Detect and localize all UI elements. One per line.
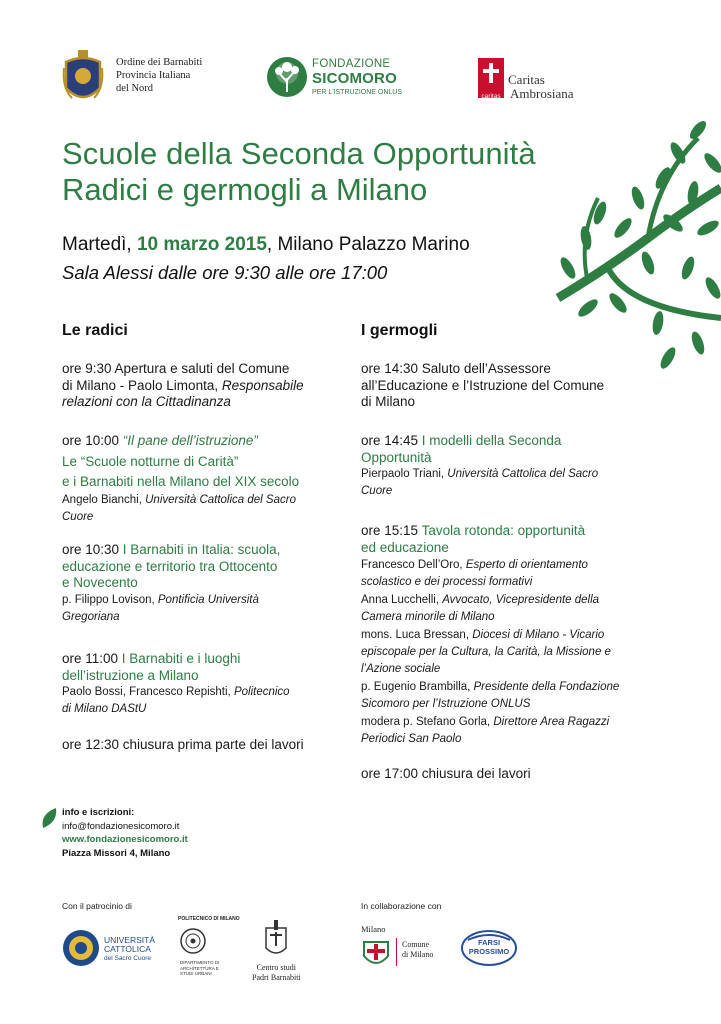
item-time: ore 10:00 [62, 433, 123, 448]
polimi-seal-icon [180, 928, 206, 954]
speaker-line [361, 466, 651, 483]
page-title-line-2: Radici e germogli a Milano [62, 172, 428, 207]
event-room-time: Sala Alessi dalle ore 9:30 alle ore 17:00 [62, 262, 388, 283]
sicomoro-line-3: PER L'ISTRUZIONE ONLUS [312, 89, 403, 96]
speaker-line [361, 592, 661, 609]
comune-line-2: di Milano [402, 950, 434, 959]
item-title: I Barnabiti in Italia: scuola, [122, 542, 281, 557]
left-item-4 [62, 651, 347, 718]
speaker-name: Pierpaolo Triani, [361, 468, 448, 480]
page-title-line-1: Scuole della Seconda Opportunità [62, 136, 536, 171]
polimi-dept-line: STUDI URBANI [180, 971, 212, 976]
speaker-name: p. Eugenio Brambilla, [361, 681, 474, 693]
barnabiti-line-2: Provincia Italiana [116, 70, 191, 81]
right-item-1 [361, 361, 651, 411]
left-item-closing: ore 12:30 chiusura prima parte dei lavori [62, 737, 304, 752]
item-title: dell’istruzione a Milano [62, 667, 199, 683]
caritas-badge [478, 58, 504, 98]
item-title: “Il pane dell’istruzione” [122, 433, 258, 448]
item-line [361, 433, 651, 450]
speaker-line [361, 627, 661, 644]
caritas-line-1: Caritas [508, 72, 545, 87]
sicomoro-tree-logo-icon [266, 56, 308, 98]
speaker-role: Cuore [361, 485, 393, 497]
sicomoro-line-2: SICOMORO [312, 70, 397, 87]
centro-studi-name [252, 963, 301, 983]
speaker-role: Università Cattolica del Sacro [145, 493, 296, 506]
item-title: Opportunità [361, 449, 432, 465]
speaker-role: Esperto di orientamento [465, 559, 588, 571]
speaker-line [62, 592, 347, 609]
barnabiti-crest-icon [62, 48, 104, 108]
farsi-line-2: PROSSIMO [468, 946, 510, 956]
speaker-role: Diocesi di Milano - Vicario [472, 629, 605, 641]
right-item-closing: ore 17:00 chiusura dei lavori [361, 766, 531, 781]
leaf-icon [40, 806, 58, 830]
item-title: educazione e territorio tra Ottocento [62, 558, 278, 574]
speaker-role: scolastico e dei processi formativi [361, 576, 533, 588]
left-item-2 [62, 433, 347, 526]
caritas-badge-label: caritas [481, 93, 501, 100]
item-line [62, 651, 347, 668]
speaker-role: Sicomoro per l’Istruzione ONLUS [361, 698, 531, 710]
event-place: , Milano Palazzo Marino [266, 234, 470, 255]
milano-coat-of-arms-icon [362, 938, 390, 970]
barnabiti-line-3: del Nord [116, 83, 154, 94]
item-time: ore 11:00 [62, 651, 122, 666]
centro-line-1: Centro studi [256, 963, 296, 972]
panelist-4 [361, 679, 661, 713]
farsi-line-1: FARSI [477, 938, 501, 947]
speaker-name: mons. Luca Bressan, [361, 629, 473, 641]
event-day: Martedì, [62, 234, 137, 255]
speaker-role: Avvocato, Vicepresidente della [442, 594, 600, 606]
comune-name [402, 940, 433, 960]
collaborazione-label: In collaborazione con [361, 901, 442, 911]
item-role: relazioni con la Cittadinanza [62, 394, 231, 409]
barnabiti-line-1: Ordine dei Barnabiti [116, 57, 203, 68]
item-title: ed educazione [361, 539, 449, 555]
speaker-role: Direttore Area Ragazzi [493, 716, 610, 728]
tree-branch-icon [548, 118, 721, 378]
sicomoro-line-1: FONDAZIONE [312, 58, 391, 70]
unicatt-line-3: del Sacro Cuore [104, 955, 151, 962]
item-line [361, 523, 651, 540]
left-column-heading: Le radici [62, 322, 128, 339]
event-date: 10 marzo 2015 [136, 234, 267, 255]
speaker-line [62, 492, 347, 509]
item-line: di Milano [361, 394, 416, 409]
panelist-2 [361, 592, 661, 626]
speaker-role: Camera minorile di Milano [361, 611, 495, 623]
item-line [62, 542, 347, 559]
item-line: all’Educazione e l’Istruzione del Comune [361, 377, 605, 393]
item-title: Le “Scuole notturne di Carità” [62, 453, 239, 469]
item-title: I Barnabiti e i luoghi [121, 651, 241, 666]
right-item-3 [361, 523, 651, 556]
polimi-label: POLITECNICO DI MILANO [178, 916, 240, 922]
info-email[interactable]: info@fondazionesicomoro.it [62, 820, 180, 832]
right-item-2 [361, 433, 651, 500]
speaker-role: Università Cattolica del Sacro [447, 468, 599, 480]
milano-label: Milano [361, 924, 386, 934]
item-line [62, 433, 347, 450]
caritas-line-2: Ambrosiana [510, 86, 574, 101]
item-line: ore 14:30 Saluto dell’Assessore [361, 361, 551, 376]
farsi-prossimo-name [468, 939, 510, 956]
speaker-role: episcopale per la Cultura, la Carità, la Missione e [361, 646, 611, 658]
speaker-name: modera p. Stefano Gorla, [361, 716, 494, 728]
right-column-heading: I germogli [361, 322, 438, 339]
speaker-name: Anna Lucchelli, [361, 594, 443, 606]
item-title: Tavola rotonda: opportunità [421, 523, 586, 538]
polimi-dept-line: DIPARTIMENTO DI [180, 960, 220, 965]
item-time: ore 10:30 [62, 542, 123, 557]
speaker-line [361, 714, 661, 731]
left-item-1 [62, 361, 347, 411]
moderator [361, 714, 661, 748]
speaker-role: Presidente della Fondazione [473, 681, 620, 693]
speaker-role: Cuore [62, 510, 94, 523]
caritas-flame-cross-icon [478, 58, 504, 88]
left-item-3 [62, 542, 347, 626]
centro-line-2: Padri Barnabiti [252, 973, 301, 982]
event-date-line [62, 234, 470, 256]
item-line: ore 9:30 Apertura e saluti del Comune [62, 361, 290, 376]
item-title: e Novecento [62, 575, 138, 590]
item-time: ore 14:45 [361, 433, 422, 448]
speaker-line [62, 684, 347, 701]
unicatt-line-2: CATTOLICA [104, 944, 151, 954]
info-website[interactable]: www.fondazionesicomoro.it [62, 834, 188, 845]
unicatt-seal-icon [62, 929, 100, 967]
speaker-line [361, 557, 661, 574]
unicatt-name [104, 936, 155, 963]
polimi-dept [180, 960, 219, 977]
speaker-name: Paolo Bossi, Francesco Repishti, [62, 686, 234, 698]
speaker-name: Francesco Dell’Oro, [361, 559, 466, 571]
panelist-1 [361, 557, 661, 591]
polimi-dept-line: ARCHITETTURA E [180, 965, 219, 971]
panelist-3 [361, 627, 661, 678]
comune-divider [396, 938, 397, 966]
item-title: e i Barnabiti nella Milano del XIX secolo [62, 474, 300, 489]
speaker-name: p. Filippo Lovison, [62, 593, 158, 606]
info-block [62, 806, 188, 860]
item-time: ore 15:15 [361, 523, 422, 538]
centro-studi-emblem-icon [262, 920, 290, 958]
item-title: I modelli della Seconda [421, 433, 562, 448]
item-role: Responsabile [221, 377, 304, 393]
speaker-role: Gregoriana [62, 610, 120, 623]
speaker-role: Politecnico [233, 686, 290, 698]
patrocinio-label: Con il patrocinio di [62, 901, 132, 911]
info-address: Piazza Missori 4, Milano [62, 847, 171, 859]
barnabiti-org-name [116, 56, 202, 95]
unicatt-line-1: UNIVERSITÀ [104, 935, 156, 945]
speaker-role: Periodici San Paolo [361, 733, 462, 745]
speaker-role: l’Azione sociale [361, 663, 441, 675]
speaker-name: Angelo Bianchi, [62, 493, 146, 506]
speaker-role: di Milano DAStU [62, 703, 147, 715]
speaker-line [361, 679, 661, 696]
item-text: di Milano - Paolo Limonta, [62, 377, 222, 393]
speaker-role: Pontificia Università [157, 593, 259, 606]
info-label: info e iscrizioni: [62, 807, 135, 818]
item-line [62, 378, 347, 395]
comune-line-1: Comune [402, 940, 430, 949]
